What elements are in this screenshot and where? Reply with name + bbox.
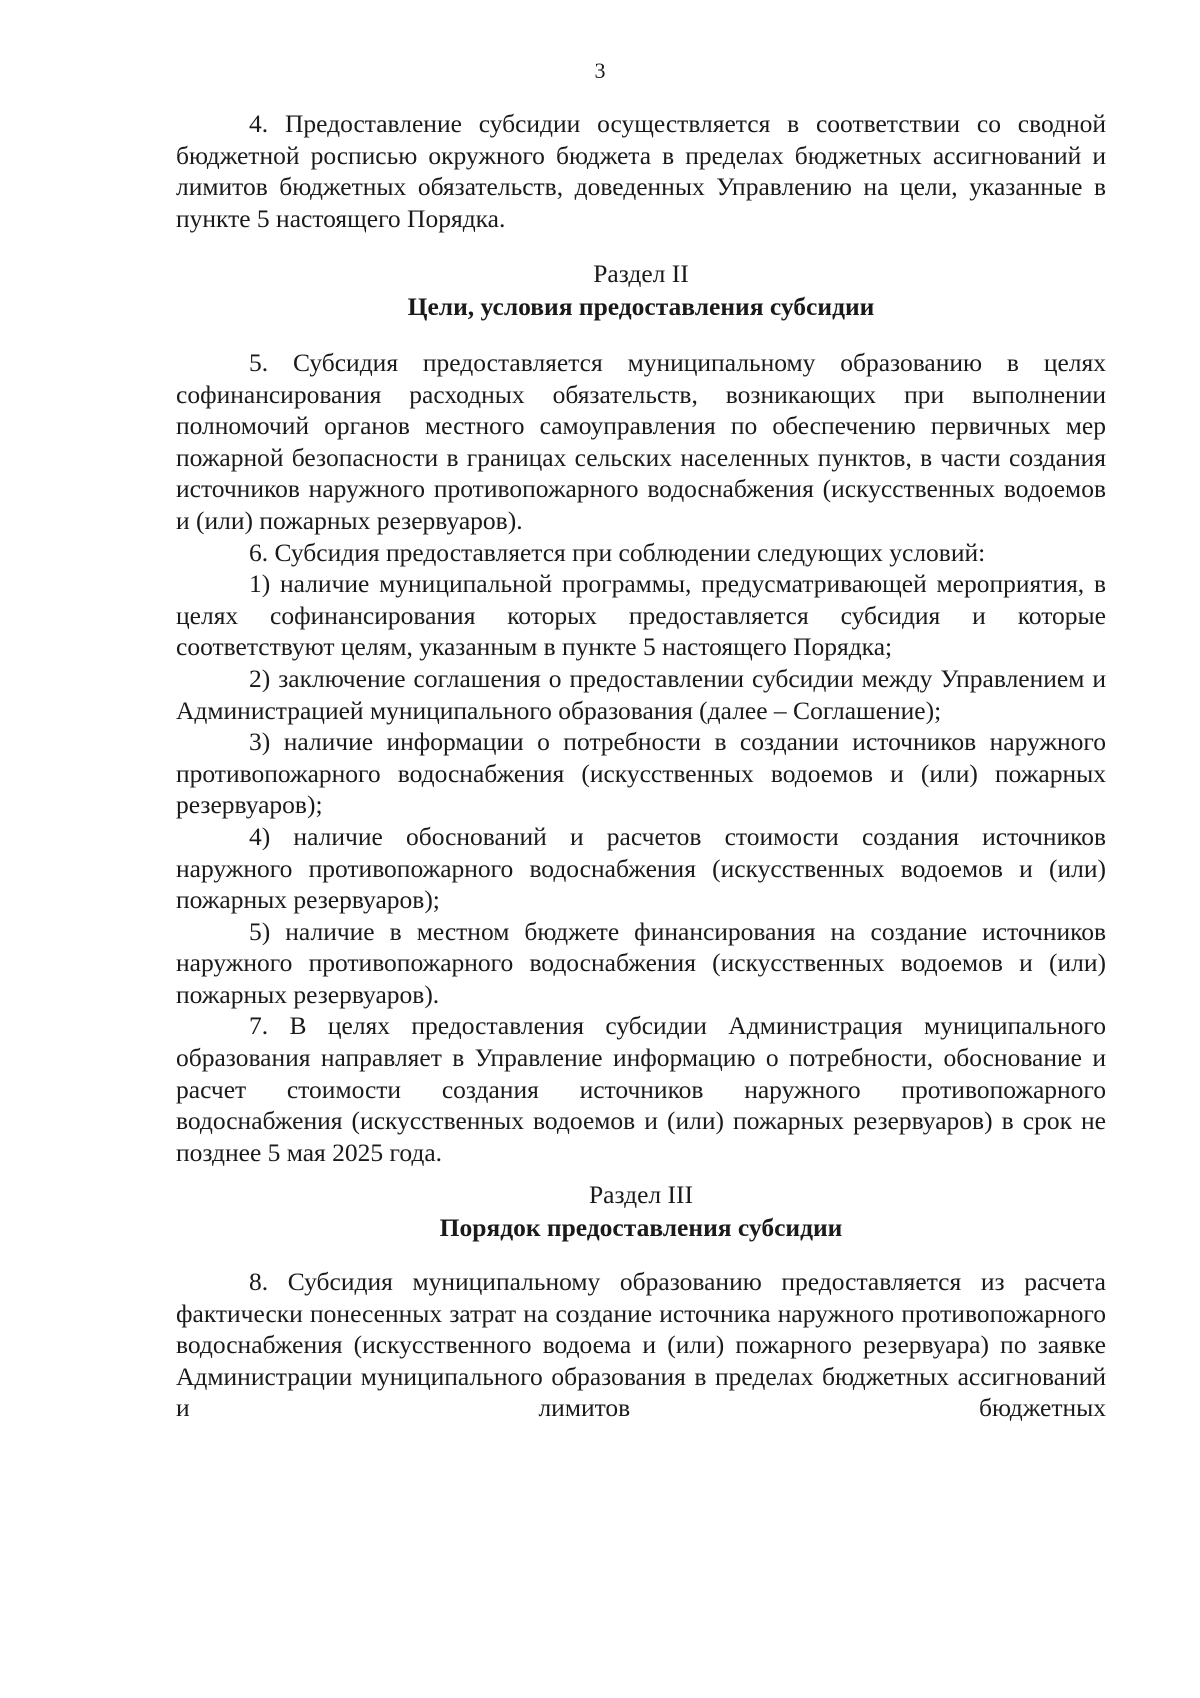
section-2-body bbox=[176, 347, 1106, 1168]
paragraph-4-block bbox=[176, 108, 1106, 234]
paragraph-6: 6. Субсидия предоставляется при соблюдении следующих условий: bbox=[249, 537, 986, 567]
condition-1: 1) наличие муниципальной программы, предусматривающей мероприятия, в целях софинансирования которых предоставляется субсидия и которые соответствуют целям, указанным в пункте 5 настоящего Порядка; bbox=[176, 569, 1106, 662]
condition-2: 2) заключение соглашения о предоставлении субсидии между Управлением и Администрацией муниципального образования (далее – Соглашение); bbox=[176, 663, 1106, 725]
section-2-heading bbox=[176, 257, 1106, 323]
section-3-body bbox=[176, 1266, 1106, 1424]
paragraph-8: 8. Субсидия муниципальному образованию предоставляется из расчета фактически понесенных затрат на создание источника наружного противопожарного водоснабжения (искусственного водоема и (или) пожарного резервуара) по заявке Администрации муниципального образования в пределах бюджетных ассигнований и лимитов бюджетных bbox=[176, 1267, 1106, 1423]
section-3-heading bbox=[176, 1178, 1106, 1244]
condition-3: 3) наличие информации о потребности в создании источников наружного противопожарного водоснабжения (искусственных водоемов и (или) пожарных резервуаров); bbox=[176, 727, 1106, 820]
paragraph-7: 7. В целях предоставления субсидии Администрация муниципального образования направляет в Управление информацию о потребности, обоснование и расчет стоимости создания источников наружного противопожарного водоснабжения (искусственных водоемов и (или) пожарных резервуаров) в срок не позднее 5 мая 2025 года. bbox=[176, 1011, 1106, 1167]
paragraph-4: 4. Предоставление субсидии осуществляется в соответствии со сводной бюджетной росписью окружного бюджета в пределах бюджетных ассигнований и лимитов бюджетных обязательств, доведенных Управлению на цели, указанные в пункте 5 настоящего Порядка. bbox=[176, 109, 1106, 233]
section-2-label: Раздел II bbox=[593, 259, 689, 288]
page-number: 3 bbox=[594, 58, 606, 83]
section-3-title: Порядок предоставления субсидии bbox=[439, 1213, 843, 1242]
section-3-label: Раздел III bbox=[589, 1180, 693, 1209]
section-2-title: Цели, условия предоставления субсидии bbox=[407, 292, 875, 321]
paragraph-5: 5. Субсидия предоставляется муниципальному образованию в целях софинансирования расходных обязательств, возникающих при выполнении полномочий органов местного самоуправления по обеспечению первичных мер пожарной безопасности в границах сельских населенных пунктов, в части создания источников наружного противопожарного водоснабжения (искусственных водоемов и (или) пожарных резервуаров). bbox=[176, 348, 1106, 535]
condition-5: 5) наличие в местном бюджете финансирования на создание источников наружного противопожарного водоснабжения (искусственных водоемов и (или) пожарных резервуаров). bbox=[176, 916, 1106, 1009]
condition-4: 4) наличие обоснований и расчетов стоимости создания источников наружного противопожарного водоснабжения (искусственных водоемов и (или) пожарных резервуаров); bbox=[176, 821, 1106, 915]
